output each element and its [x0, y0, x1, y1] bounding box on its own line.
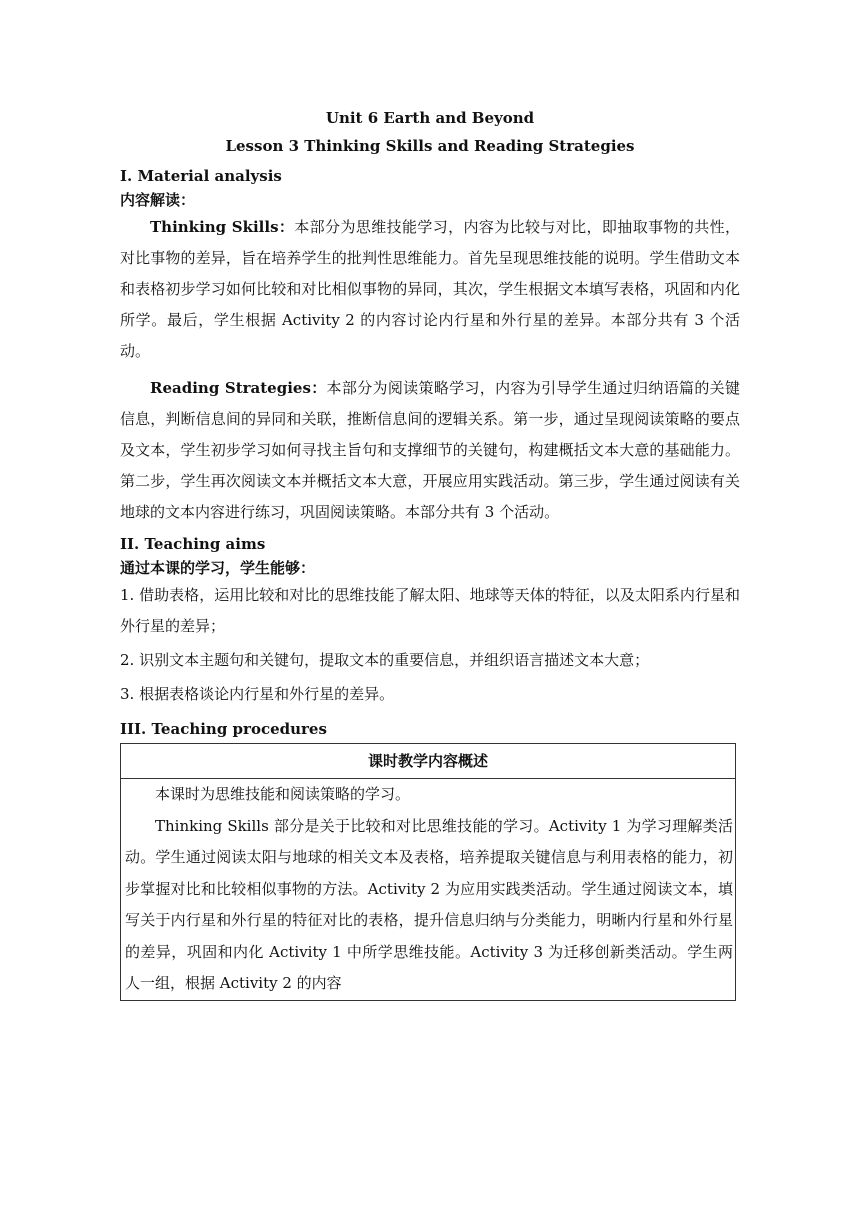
reading-strategies-label: Reading Strategies：	[150, 379, 327, 397]
aim-item-1: 1. 借助表格，运用比较和对比的思维技能了解太阳、地球等天体的特征，以及太阳系内行星和外行星的差异；	[120, 586, 740, 635]
document-page	[120, 104, 740, 1001]
procedures-heading: III. Teaching procedures	[120, 720, 327, 738]
unit-title: Unit 6 Earth and Beyond	[325, 109, 535, 127]
thinking-skills-text: 本部分为思维技能学习，内容为比较与对比，即抽取事物的共性，对比事物的差异，旨在培养学生的批判性思维能力。首先呈现思维技能的说明。学生借助文本和表格初步学习如何比较和对比相似事物的异同，其次，学生根据文本填写表格，巩固和内化所学。最后，学生根据 Activity 2 的内容讨论内行星和外行星的差异。本部分共有 3 个活动。	[120, 218, 740, 360]
aims-subheading: 通过本课的学习，学生能够：	[120, 559, 316, 577]
material-heading: I. Material analysis	[120, 167, 282, 185]
lesson-overview-title: 课时教学内容概述	[121, 744, 735, 779]
lesson-overview-box	[120, 743, 736, 1001]
aim-item-2: 2. 识别文本主题句和关键句，提取文本的重要信息，并组织语言描述文本大意；	[120, 651, 650, 669]
reading-strategies-paragraph	[120, 373, 740, 528]
overview-paragraph-1: 本课时为思维技能和阅读策略的学习。	[155, 785, 411, 803]
material-subheading: 内容解读：	[120, 191, 196, 209]
lesson-title: Lesson 3 Thinking Skills and Reading Strategies	[225, 137, 635, 155]
aims-heading: II. Teaching aims	[120, 535, 266, 553]
thinking-skills-paragraph	[120, 212, 740, 367]
thinking-skills-label: Thinking Skills：	[150, 218, 295, 236]
lesson-overview-body	[121, 779, 735, 1000]
reading-strategies-text: 本部分为阅读策略学习，内容为引导学生通过归纳语篇的关键信息，判断信息间的异同和关联，推断信息间的逻辑关系。第一步，通过呈现阅读策略的要点及文本，学生初步学习如何寻找主旨句和支撑细节的关键句，构建概括文本大意的基础能力。第二步，学生再次阅读文本并概括文本大意，开展应用实践活动。第三步，学生通过阅读有关地球的文本内容进行练习，巩固阅读策略。本部分共有 3 个活动。	[120, 379, 740, 521]
aim-item-3: 3. 根据表格谈论内行星和外行星的差异。	[120, 685, 395, 703]
overview-paragraph-2: Thinking Skills 部分是关于比较和对比思维技能的学习。Activity 1 为学习理解类活动。学生通过阅读太阳与地球的相关文本及表格，培养提取关键信息与利用表格的能力，初步掌握对比和比较相似事物的方法。Activity 2 为应用实践类活动。学生通过阅读文本，填写关于内行星和外行星的特征对比的表格，提升信息归纳与分类能力，明晰内行星和外行星的差异，巩固和内化 Activity 1 中所学思维技能。Activity 3 为迁移创新类活动。学生两人一组，根据 Activity 2 的内容	[125, 816, 733, 992]
